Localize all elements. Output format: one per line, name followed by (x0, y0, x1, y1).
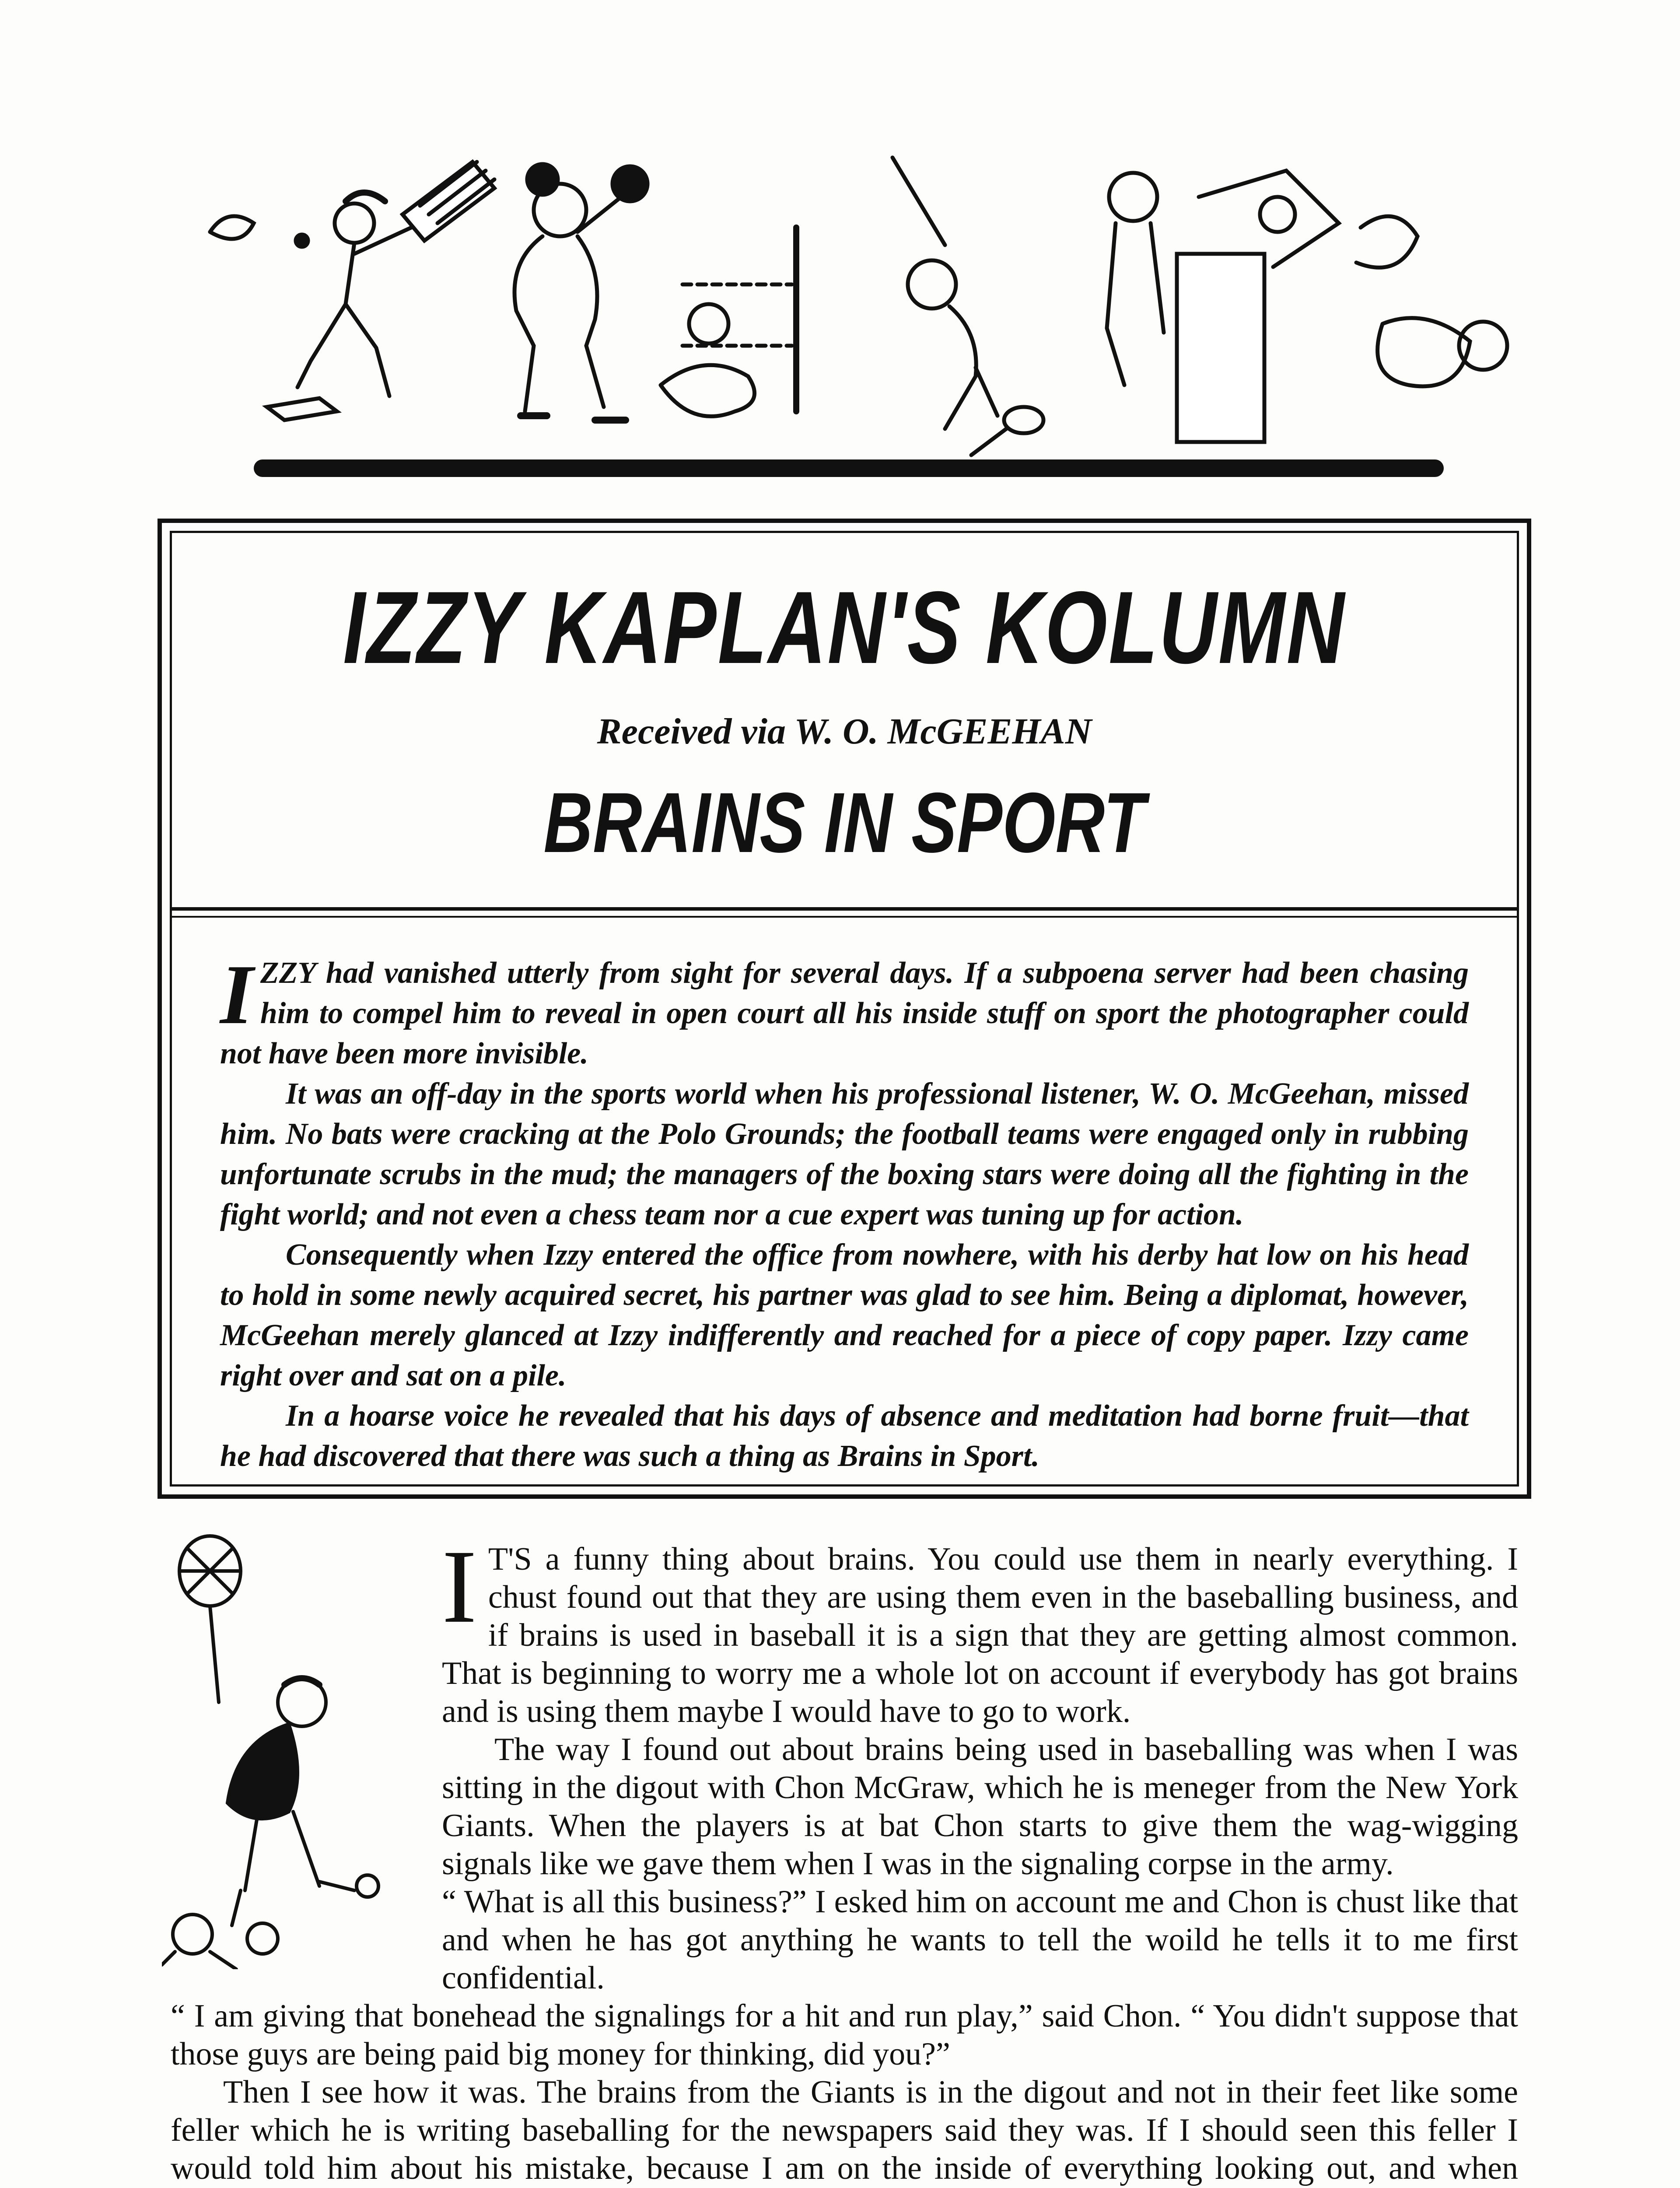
header-rule (254, 459, 1444, 477)
intro-paragraph-1: IZZY had vanished utterly from sight for several days. If a subpoena server had been chasing him to compel him to reveal in open court all his inside stuff on sport the photographer could not have been more invisible. (220, 947, 1469, 1070)
sports-cartoon-illustration (158, 140, 1531, 490)
body-dropcap: I (442, 1528, 477, 1645)
byline: Received via W. O. McGEEHAN (597, 711, 1092, 752)
body-paragraph-1: I T'S a funny thing about brains. You could use them in nearly everything. I chust found out that they are using them even in the baseballing business, and if brains is used in baseball it is a sign that they are getting almost common. That is beginning to worry me a whole lot on account if everybody has got brains and is using them maybe I would have to go to work. (442, 1528, 1518, 1729)
intro-text (220, 947, 1469, 1476)
header-illustration (158, 140, 1531, 490)
title-divider (172, 907, 1517, 911)
intro-paragraph-4: In a hoarse voice he revealed that his days of absence and meditation had borne fruit—that he had discovered that there was such a thing as Brains in Sport. (220, 1399, 1469, 1473)
page-title: IZZY KAPLAN'S KOLUMN (343, 570, 1346, 685)
lacrosse-player-icon (162, 1532, 424, 1969)
lacrosse-player-illustration (162, 1532, 424, 1969)
article-subtitle: BRAINS IN SPORT (543, 775, 1145, 870)
title-box-inner (170, 531, 1519, 1487)
title-head (172, 533, 1517, 905)
intro-paragraph-3: Consequently when Izzy entered the office from nowhere, with his derby hat low on his head to hold in some newly acquired secret, his partner was glad to see him. Being a diplomat, however, McGeehan merely glanced at Izzy indifferently and reached for a piece of copy paper. Izzy came right over and sat on a pile. (220, 1238, 1469, 1392)
title-box (158, 519, 1531, 1499)
wrestling-machine-figure (1107, 171, 1507, 442)
boxer-figure (514, 164, 796, 420)
article-body (171, 1528, 1518, 2188)
intro-dropcap: I (220, 947, 253, 1042)
title-divider-thin (172, 916, 1517, 918)
body-paragraph-3: “ What is all this business?” I esked him on account me and Chon is chust like that and when he has got anything he wants to tell the woild he tells it to me first confidential. (442, 1884, 1518, 1996)
batter-figure (210, 162, 494, 420)
intro-paragraph-2: It was an off-day in the sports world when his professional listener, W. O. McGeehan, missed him. No bats were cracking at the Polo Grounds; the football teams were engaged only in rubbing unfortunate scrubs in the mud; the managers of the boxing stars were doing all the fighting in the fight world; and not even a chess team nor a cue expert was tuning up for action. (220, 1077, 1469, 1231)
body-paragraph-2: The way I found out about brains being used in baseballing was when I was sitting in the digout with Chon McGraw, which he is meneger from the New York Giants. When the players is at bat Chon starts to give them the wag-wigging signals like we gave them when I was in the signaling corpse in the army. (442, 1732, 1518, 1882)
tennis-player-figure (892, 158, 1043, 455)
body-paragraph-5: Then I see how it was. The brains from the Giants is in the digout and not in their feet like some feller which he is writing baseballing for the newspapers said they was. If I should seen this feller I would told him about his mistake, because I am on the inside of everything looking out, and when (171, 2074, 1518, 2186)
body-paragraph-4: “ I am giving that bonehead the signalings for a hit and run play,” said Chon. “ You didn't suppose that those guys are being paid big money for thinking, did you?” (171, 1998, 1518, 2072)
